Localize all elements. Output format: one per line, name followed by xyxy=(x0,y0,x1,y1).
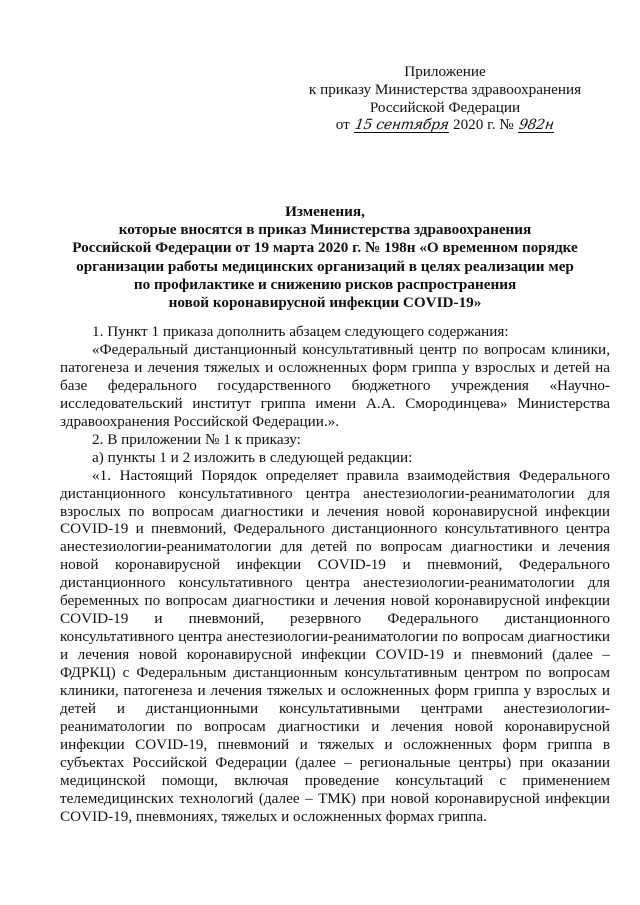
title-line-6: новой коронавирусной инфекции COVID-19» xyxy=(168,294,482,312)
title-line-2: которые вносятся в приказ Министерства здравоохранения xyxy=(118,221,532,239)
document-body xyxy=(60,323,610,826)
handwritten-number-text: 982н xyxy=(517,117,555,134)
paragraph-5: «1. Настоящий Порядок определяет правила взаимодействия Федерального дистанционного консультативного центра анестезиологии-реаниматологии для взрослых по вопросам диагностики и лечения новой коронавирусной инфекции COVID-19 и пневмоний, Федерального дистанционного консультативного центра анестезиологии-реаниматологии для детей по вопросам диагностики и лечения новой коронавирусной инфекции COVID-19 и пневмоний, Федерального дистанционного консультативного центра анестезиологии-реаниматологии для беременных по вопросам диагностики и лечения новой коронавирусной инфекции COVID-19 и пневмоний, резервного Федерального дистанционного консультативного центра анестезиологии-реаниматологии по вопросам диагностики и лечения новой коронавирусной инфекции COVID-19 и пневмоний (далее – ФДРКЦ) с Федеральным дистанционным консультативным центром по вопросам клиники, патогенеза и лечения тяжелых и осложненных форм гриппа у взрослых и детей и дистанционными консультативными центрами анестезиологии-реаниматологии по вопросам диагностики и лечения новой коронавирусной инфекции COVID-19, пневмоний и тяжелых и осложненных форм гриппа в субъектах Российской Федерации (далее – региональные центры) при оказании медицинской помощи, включая проведение консультаций с применением телемедицинских технологий (далее – ТМК) при новой коронавирусной инфекции COVID-19, пневмониях, тяжелых и осложненных формах гриппа. xyxy=(60,466,610,825)
appendix-country: Российской Федерации xyxy=(369,98,521,116)
paragraph-1: 1. Пункт 1 приказа дополнить абзацем следующего содержания: xyxy=(92,323,509,340)
number-prefix: № xyxy=(499,116,514,134)
document-title xyxy=(50,203,600,312)
date-year: 2020 г. xyxy=(452,116,496,134)
handwritten-number xyxy=(518,118,555,133)
date-prefix: от xyxy=(335,116,350,134)
paragraph-4: а) пункты 1 и 2 изложить в следующей редакции: xyxy=(92,448,413,466)
title-line-5: по профилактике и снижению рисков распространения xyxy=(133,275,517,293)
appendix-order-ref: к приказу Министерства здравоохранения xyxy=(308,80,582,98)
paragraph-2: «Федеральный дистанционный консультативный центр по вопросам клиники, патогенеза и лечения тяжелых и осложненных форм гриппа у взрослых и детей на базе федерального государственного бюджетного учреждения «Научно-исследовательский институт гриппа имени А.А. Смородинцева» Министерства здравоохранения Российской Федерации.». xyxy=(60,340,610,430)
appendix-date-line xyxy=(295,116,595,134)
title-line-3: Российской Федерации от 19 марта 2020 г. № 198н «О временном порядке xyxy=(72,239,578,257)
title-line-4: организации работы медицинских организаций в целях реализации мер xyxy=(76,257,574,275)
title-line-1: Изменения, xyxy=(285,203,365,220)
appendix-label: Приложение xyxy=(404,63,486,80)
handwritten-date xyxy=(354,118,450,133)
paragraph-3: 2. В приложении № 1 к приказу: xyxy=(92,430,301,448)
appendix-header xyxy=(295,63,595,134)
handwritten-date-text: 15 сентября xyxy=(353,117,450,134)
